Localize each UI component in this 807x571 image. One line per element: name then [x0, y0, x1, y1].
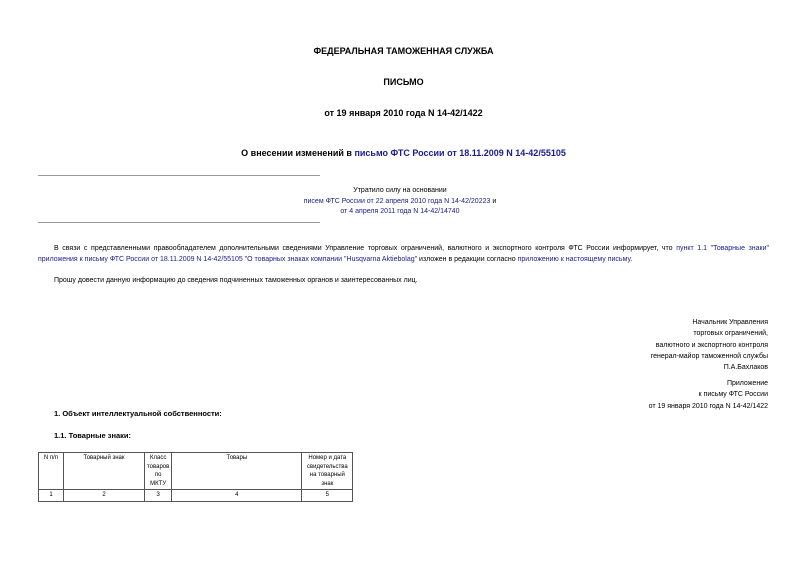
- table-header-cell: Класс товаров по МКТУ: [145, 453, 172, 490]
- status-top-rule: [38, 175, 320, 176]
- document-subject: [0, 148, 807, 158]
- status-link-2[interactable]: от 4 апреля 2011 года N 14-42/14740: [340, 208, 460, 215]
- table-cell: 5: [302, 490, 353, 502]
- table-header-cell: Номер и дата свидетельства на товарный знак: [302, 453, 353, 490]
- table-cell: 2: [64, 490, 145, 502]
- appendix-line: Приложение: [726, 380, 768, 387]
- paragraph-1-link-2[interactable]: приложению к настоящему письму: [517, 255, 631, 263]
- table-header-cell: N п/п: [39, 453, 64, 490]
- appendix-line: к письму ФТС России: [698, 391, 768, 399]
- signature-line: Начальник Управления: [692, 319, 768, 326]
- status-link-1[interactable]: писем ФТС России от 22 апреля 2010 года N 14-42/20223: [303, 197, 491, 205]
- signature-line: генерал-майор таможенной службы: [650, 352, 768, 360]
- paragraph-1: [38, 244, 769, 265]
- document-date: от 19 января 2010 года N 14-42/1422: [324, 108, 483, 118]
- paragraph-2: Прошу довести данную информацию до сведения подчиненных таможенных органов и заинтересованных лиц.: [54, 277, 418, 284]
- status-line: Утратило силу на основании: [353, 187, 447, 194]
- signature-block: [651, 317, 768, 373]
- appendix-block: [649, 378, 768, 412]
- table-cell: 1: [39, 490, 64, 502]
- signature-line: торговых ограничений,: [693, 330, 768, 338]
- table-header-row: [39, 453, 353, 490]
- status-link-1-suffix: и: [490, 197, 497, 205]
- section-1-1-heading: 1.1. Товарные знаки:: [54, 431, 132, 440]
- agency-name: ФЕДЕРАЛЬНАЯ ТАМОЖЕННАЯ СЛУЖБА: [313, 46, 494, 56]
- document-type: ПИСЬМО: [383, 77, 424, 87]
- subject-prefix: О внесении изменений в: [241, 148, 355, 158]
- paragraph-1-link-1[interactable]: пункт 1.1 "Товарные знаки" приложения к письму ФТС России от 18.11.2009 N 14-42/55105 "О товарных знаках компании "Husqvarna Aktiebolag": [38, 245, 769, 263]
- subject-link[interactable]: письмо ФТС России от 18.11.2009 N 14-42/55105: [354, 148, 566, 158]
- trademark-table: [38, 452, 353, 502]
- status-link-line-1: [300, 197, 500, 208]
- table-cell: 4: [172, 490, 302, 502]
- signature-line: валютного и экспортного контроля: [655, 341, 768, 349]
- paragraph-1-part-1: В связи с представленными правообладателем дополнительными сведениями Управление торговых ограничений, валютного и экспортного контроля ФТС России информирует, что: [54, 245, 677, 252]
- table-cell: 3: [145, 490, 172, 502]
- table-row: [39, 490, 353, 502]
- status-note: [300, 186, 500, 218]
- status-bottom-rule: [38, 222, 320, 223]
- section-1-heading: 1. Объект интеллектуальной собственности:: [54, 409, 222, 418]
- table-header-cell: Товарный знак: [64, 453, 145, 490]
- appendix-line: от 19 января 2010 года N 14-42/1422: [648, 402, 768, 410]
- signature-line: П.А.Бахлаков: [723, 364, 768, 372]
- paragraph-1-end: .: [630, 255, 633, 263]
- paragraph-1-part-2: изложен в редакции согласно: [417, 255, 518, 263]
- table-header-cell: Товары: [172, 453, 302, 490]
